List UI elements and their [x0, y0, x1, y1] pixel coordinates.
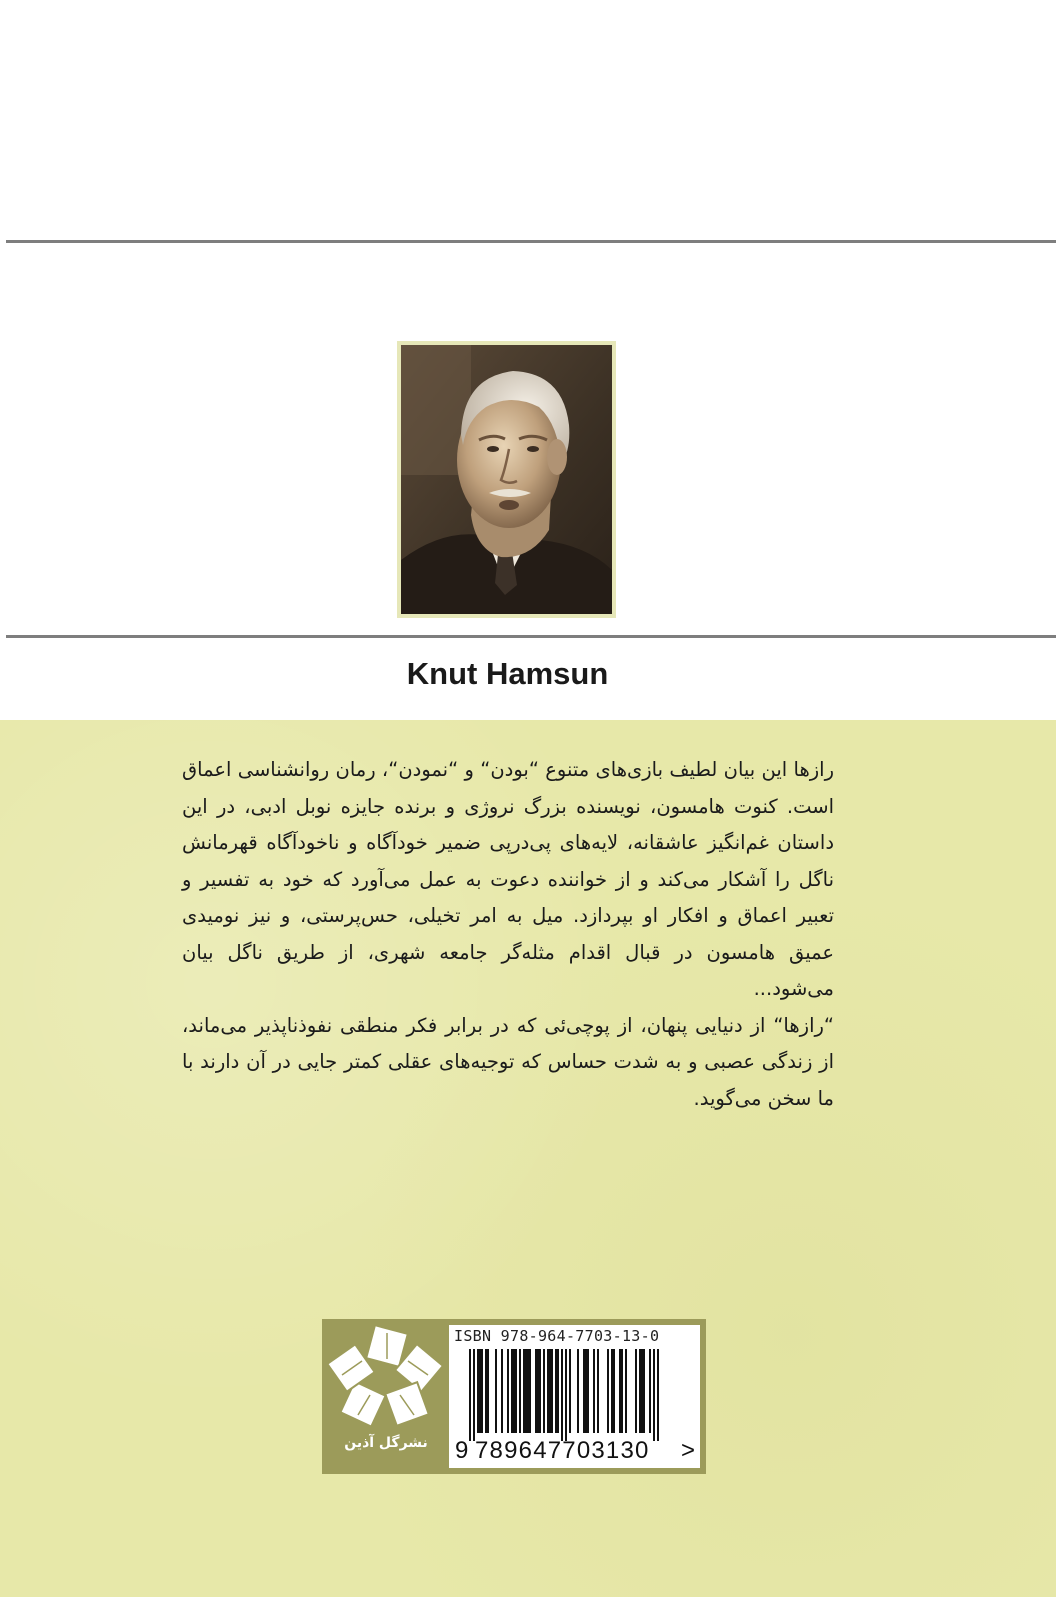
barcode-bar: [523, 1349, 525, 1433]
barcode-bar: [621, 1349, 623, 1433]
top-divider: [6, 240, 1056, 243]
barcode-bar: [585, 1349, 587, 1433]
barcode-bar: [587, 1349, 589, 1433]
barcode-bar: [565, 1349, 567, 1441]
book-star-logo-icon: [328, 1325, 444, 1435]
ean-digits: 789647703130: [475, 1437, 650, 1464]
author-portrait: [397, 341, 616, 618]
barcode-bar: [525, 1349, 527, 1433]
publisher-barcode-block: [322, 1319, 706, 1474]
barcode-bar: [639, 1349, 641, 1433]
barcode-bar: [527, 1349, 529, 1433]
barcode-bar: [611, 1349, 613, 1433]
publisher-logo: [328, 1325, 444, 1468]
barcode-bar: [649, 1349, 651, 1433]
barcode-bar: [597, 1349, 599, 1433]
isbn-barcode: [449, 1325, 700, 1468]
author-name: Knut Hamsun: [406, 656, 609, 691]
barcode-bar: [635, 1349, 637, 1433]
barcode-bar: [551, 1349, 553, 1433]
barcode-bar: [619, 1349, 621, 1433]
barcode-bar: [549, 1349, 551, 1433]
isbn-label: ISBN 978-964-7703-13-0: [454, 1327, 660, 1345]
barcode-bar: [473, 1349, 475, 1441]
barcode-bar: [477, 1349, 479, 1433]
barcode-bar: [485, 1349, 487, 1433]
barcode-bar: [479, 1349, 481, 1433]
barcode-bar: [481, 1349, 483, 1433]
publisher-name: نشرگل آذین: [344, 1435, 428, 1451]
barcode-bar: [607, 1349, 609, 1433]
barcode-bar: [507, 1349, 509, 1433]
ean-first-digit: 9: [455, 1437, 469, 1464]
barcode-bar: [653, 1349, 655, 1441]
barcode-bar: [569, 1349, 571, 1433]
middle-divider: [6, 635, 1056, 638]
barcode-bar: [519, 1349, 521, 1433]
blurb-paragraph-1: رازها این بیان لطیف بازی‌های متنوع “بودن“ و “نمودن“، رمان روانشناسی اعماق است. کنوت هامسون، نویسنده بزرگ نروژی و برنده جایزه نوبل ادبی، در این داستان غم‌انگیز عاشقانه، لایه‌های پی‌درپی ضمیر خودآگاه و ناخودآگاه قهرمانش ناگل را آشکار می‌کند و از خواننده دعوت به عمل می‌آورد که خود به تفسیر و تعبیر اعماق و افکار او بپردازد. میل به امر تخیلی، حس‌پرستی، و نیز نومیدی عمیق هامسون در قبال اقدام مثله‌گر جامعه شهری، از طریق ناگل بیان می‌شود...: [182, 758, 834, 1000]
barcode-bars: [469, 1349, 681, 1441]
barcode-bar: [501, 1349, 503, 1433]
barcode-bar: [557, 1349, 559, 1433]
barcode-bar: [537, 1349, 539, 1433]
barcode-bar: [513, 1349, 515, 1433]
barcode-bar: [643, 1349, 645, 1433]
barcode-bar: [543, 1349, 545, 1433]
book-blurb: [182, 752, 834, 1117]
barcode-bar: [487, 1349, 489, 1433]
portrait-image: [401, 345, 612, 614]
barcode-bar: [529, 1349, 531, 1433]
barcode-bar: [625, 1349, 627, 1433]
barcode-bar: [515, 1349, 517, 1433]
barcode-bar: [657, 1349, 659, 1441]
barcode-bar: [535, 1349, 537, 1433]
ean-arrow: >: [680, 1437, 695, 1464]
barcode-bar: [539, 1349, 541, 1433]
barcode-bar: [495, 1349, 497, 1433]
barcode-bar: [547, 1349, 549, 1433]
barcode-bar: [593, 1349, 595, 1433]
barcode-bar: [561, 1349, 563, 1441]
barcode-bar: [641, 1349, 643, 1433]
blurb-paragraph-2: “رازها“ از دنیایی پنهان، از پوچی‌ئی که در برابر فکر منطقی نفوذناپذیر می‌ماند، از زندگی عصبی و به شدت حساس که توجیه‌های عقلی کمتر جایی در آن دارند با ما سخن می‌گوید.: [182, 1013, 834, 1110]
barcode-bar: [555, 1349, 557, 1433]
barcode-bar: [613, 1349, 615, 1433]
barcode-bar: [469, 1349, 471, 1441]
barcode-bar: [511, 1349, 513, 1433]
barcode-bar: [577, 1349, 579, 1433]
barcode-bar: [583, 1349, 585, 1433]
